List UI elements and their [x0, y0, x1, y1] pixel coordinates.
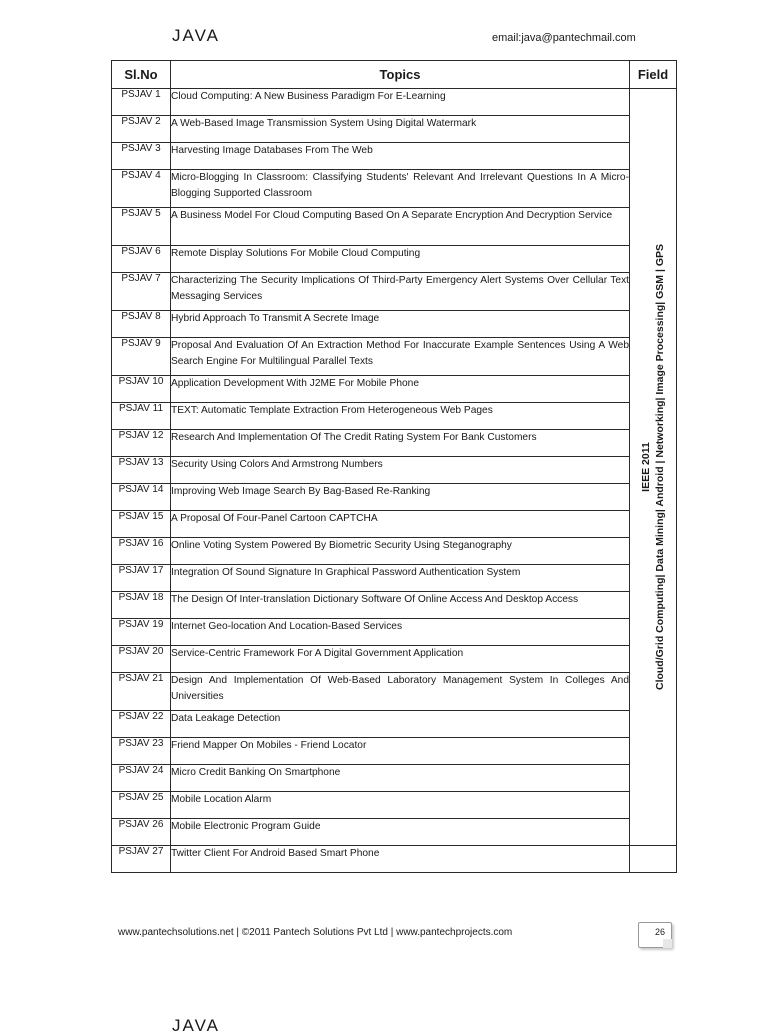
table-row	[112, 484, 677, 511]
row-topic: Proposal And Evaluation Of An Extraction Method For Inaccurate Example Sentences Using A Web Search Engine For Multilingual Parallel Texts	[171, 338, 630, 376]
row-topic: Remote Display Solutions For Mobile Cloud Computing	[171, 246, 630, 273]
footer-text: www.pantechsolutions.net | ©2011 Pantech Solutions Pvt Ltd | www.pantechprojects.com	[118, 927, 513, 938]
table-row	[112, 846, 677, 873]
row-topic: Integration Of Sound Signature In Graphical Password Authentication System	[171, 565, 630, 592]
table-row	[112, 170, 677, 208]
row-sl-no: PSJAV 26	[112, 819, 171, 846]
row-sl-no: PSJAV 11	[112, 403, 171, 430]
row-sl-no: PSJAV 6	[112, 246, 171, 273]
row-sl-no: PSJAV 9	[112, 338, 171, 376]
row-sl-no: PSJAV 19	[112, 619, 171, 646]
field-text	[639, 157, 667, 777]
table-row	[112, 738, 677, 765]
row-sl-no: PSJAV 8	[112, 311, 171, 338]
row-topic: Harvesting Image Databases From The Web	[171, 143, 630, 170]
row-sl-no: PSJAV 17	[112, 565, 171, 592]
table-row	[112, 819, 677, 846]
page-title: JAVA	[172, 26, 220, 45]
row-sl-no: PSJAV 25	[112, 792, 171, 819]
row-sl-no: PSJAV 5	[112, 208, 171, 246]
page-number-box	[638, 922, 672, 948]
row-topic: Mobile Electronic Program Guide	[171, 819, 630, 846]
row-topic: Design And Implementation Of Web-Based Laboratory Management System In Colleges And Universities	[171, 673, 630, 711]
row-sl-no: PSJAV 22	[112, 711, 171, 738]
page-curl-icon	[663, 939, 672, 948]
next-page-title: JAVA	[172, 1016, 220, 1035]
field-cell-empty	[630, 846, 677, 873]
table-row	[112, 116, 677, 143]
table-row	[112, 430, 677, 457]
table-row	[112, 511, 677, 538]
row-sl-no: PSJAV 20	[112, 646, 171, 673]
row-topic: Service-Centric Framework For A Digital Government Application	[171, 646, 630, 673]
column-header-topics: Topics	[171, 61, 630, 89]
field-domains: Cloud/Grid Computing| Data Mining| Android | Networking| Image Processing| GSM | GPS	[654, 244, 666, 691]
row-topic: A Web-Based Image Transmission System Using Digital Watermark	[171, 116, 630, 143]
page-number: 26	[654, 927, 665, 937]
row-sl-no: PSJAV 1	[112, 89, 171, 116]
table-row	[112, 89, 677, 116]
table-row	[112, 619, 677, 646]
column-header-field: Field	[630, 61, 677, 89]
row-sl-no: PSJAV 3	[112, 143, 171, 170]
row-sl-no: PSJAV 2	[112, 116, 171, 143]
table-row	[112, 208, 677, 246]
table-row	[112, 711, 677, 738]
table-row	[112, 338, 677, 376]
row-topic: Cloud Computing: A New Business Paradigm For E-Learning	[171, 89, 630, 116]
row-sl-no: PSJAV 14	[112, 484, 171, 511]
row-sl-no: PSJAV 4	[112, 170, 171, 208]
row-sl-no: PSJAV 15	[112, 511, 171, 538]
topics-table	[111, 60, 677, 873]
row-topic: A Proposal Of Four-Panel Cartoon CAPTCHA	[171, 511, 630, 538]
field-cell	[630, 89, 677, 846]
row-topic: Data Leakage Detection	[171, 711, 630, 738]
row-topic: The Design Of Inter-translation Dictionary Software Of Online Access And Desktop Access	[171, 592, 630, 619]
row-topic: Application Development With J2ME For Mobile Phone	[171, 376, 630, 403]
row-topic: Internet Geo-location And Location-Based Services	[171, 619, 630, 646]
row-topic: Mobile Location Alarm	[171, 792, 630, 819]
row-sl-no: PSJAV 13	[112, 457, 171, 484]
row-topic: Micro Credit Banking On Smartphone	[171, 765, 630, 792]
table-row	[112, 457, 677, 484]
row-sl-no: PSJAV 18	[112, 592, 171, 619]
row-sl-no: PSJAV 12	[112, 430, 171, 457]
row-topic: Hybrid Approach To Transmit A Secrete Image	[171, 311, 630, 338]
table-row	[112, 143, 677, 170]
table-row	[112, 565, 677, 592]
table-row	[112, 376, 677, 403]
table-row	[112, 311, 677, 338]
row-topic: Friend Mapper On Mobiles - Friend Locator	[171, 738, 630, 765]
row-topic: Security Using Colors And Armstrong Numbers	[171, 457, 630, 484]
table-row	[112, 673, 677, 711]
table-row	[112, 765, 677, 792]
row-topic: Online Voting System Powered By Biometric Security Using Steganography	[171, 538, 630, 565]
row-topic: Characterizing The Security Implications Of Third-Party Emergency Alert Systems Over Cellular Text Messaging Services	[171, 273, 630, 311]
table-row	[112, 592, 677, 619]
row-sl-no: PSJAV 10	[112, 376, 171, 403]
row-topic: A Business Model For Cloud Computing Based On A Separate Encryption And Decryption Service	[171, 208, 630, 246]
table-row	[112, 792, 677, 819]
row-sl-no: PSJAV 7	[112, 273, 171, 311]
table-header-row	[112, 61, 677, 89]
row-sl-no: PSJAV 21	[112, 673, 171, 711]
row-topic: Twitter Client For Android Based Smart Phone	[171, 846, 630, 873]
row-sl-no: PSJAV 24	[112, 765, 171, 792]
row-topic: Improving Web Image Search By Bag-Based Re-Ranking	[171, 484, 630, 511]
row-topic: TEXT: Automatic Template Extraction From Heterogeneous Web Pages	[171, 403, 630, 430]
table-row	[112, 403, 677, 430]
row-topic: Micro-Blogging In Classroom: Classifying Students' Relevant And Irrelevant Questions In A Micro-Blogging Supported Classroom	[171, 170, 630, 208]
column-header-sl-no: Sl.No	[112, 61, 171, 89]
row-sl-no: PSJAV 27	[112, 846, 171, 873]
table-row	[112, 646, 677, 673]
field-conference: IEEE 2011	[640, 442, 652, 492]
table-row	[112, 538, 677, 565]
row-topic: Research And Implementation Of The Credit Rating System For Bank Customers	[171, 430, 630, 457]
table-row	[112, 246, 677, 273]
table-row	[112, 273, 677, 311]
header-email: email:java@pantechmail.com	[492, 32, 636, 44]
row-sl-no: PSJAV 23	[112, 738, 171, 765]
row-sl-no: PSJAV 16	[112, 538, 171, 565]
